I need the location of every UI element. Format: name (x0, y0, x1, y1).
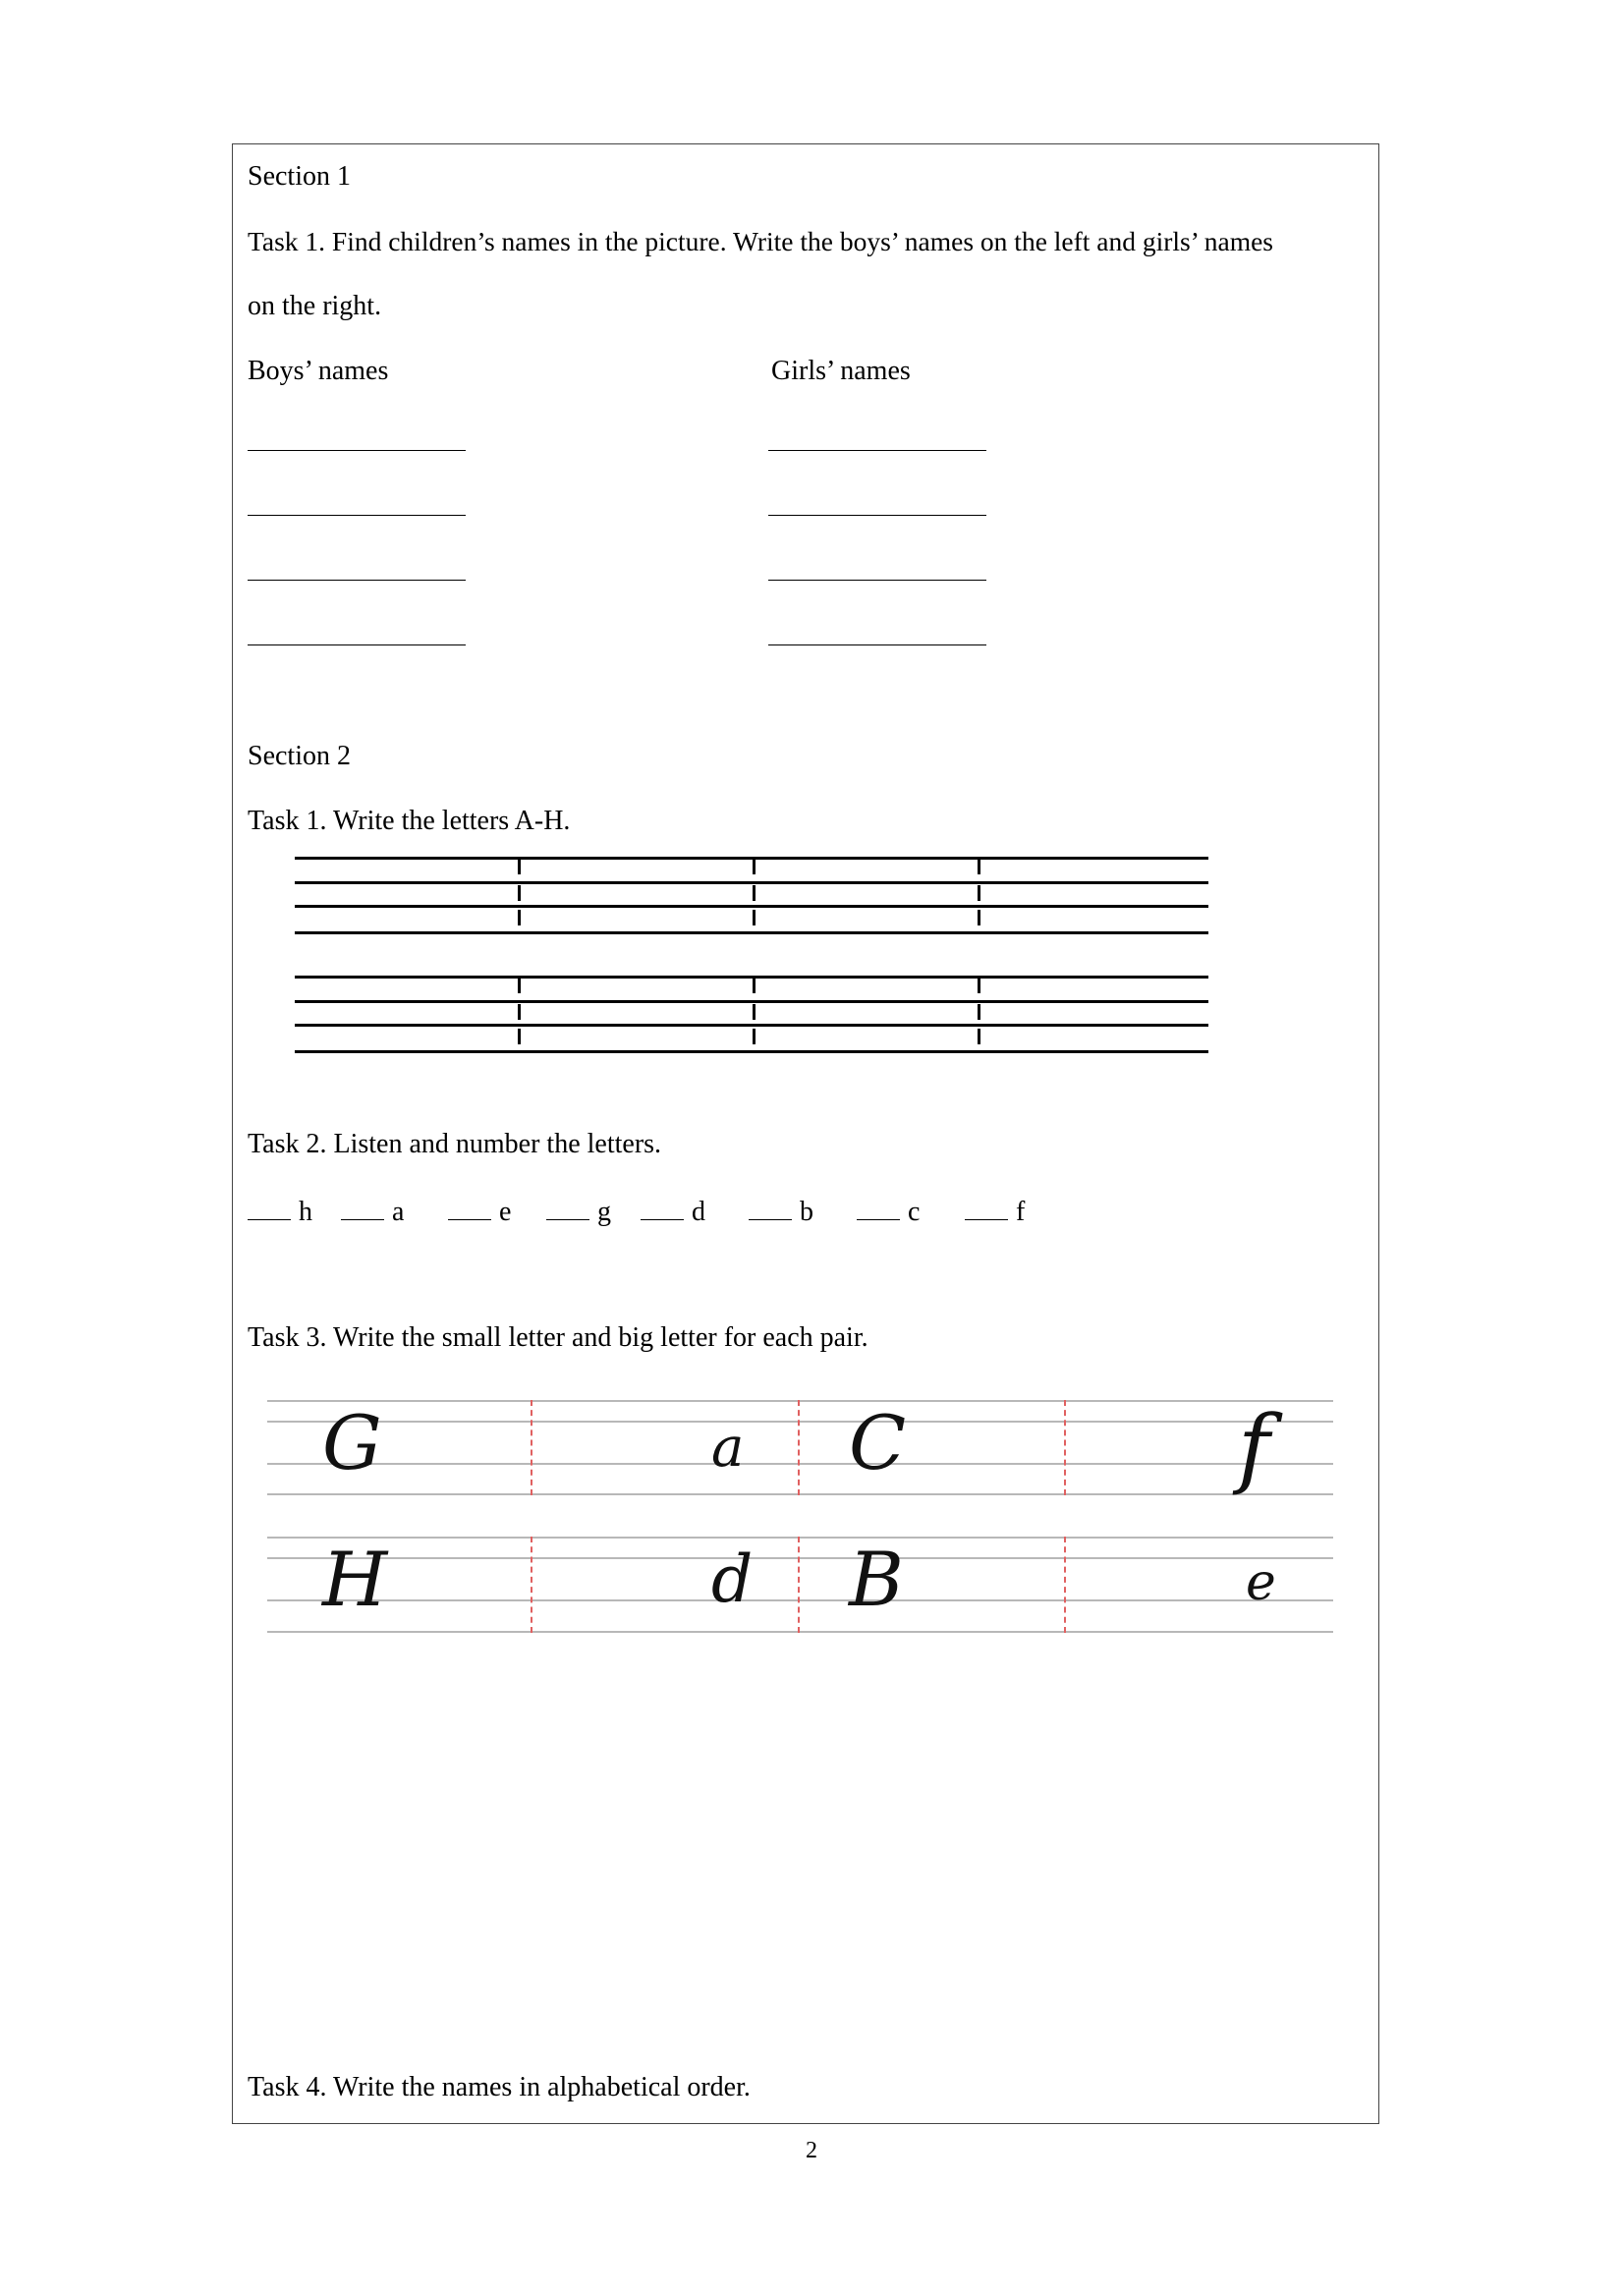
letter-item[interactable] (965, 1194, 1025, 1229)
number-blank[interactable] (965, 1194, 1008, 1220)
number-blank[interactable] (749, 1194, 792, 1220)
letter-writing-grid-1[interactable] (295, 857, 1208, 935)
girls-name-line-2[interactable] (768, 515, 986, 516)
boys-name-line-4[interactable] (248, 644, 466, 645)
boys-name-line-3[interactable] (248, 580, 466, 581)
handwriting-letter: f (1238, 1396, 1270, 1497)
letter-item[interactable] (641, 1194, 705, 1229)
number-blank[interactable] (641, 1194, 684, 1220)
girls-name-line-3[interactable] (768, 580, 986, 581)
letter-label: a (392, 1197, 405, 1227)
letter-item[interactable] (749, 1194, 813, 1229)
handwriting-letter: G (322, 1399, 382, 1486)
girls-name-line-4[interactable] (768, 644, 986, 645)
section2-task1-instruction: Task 1. Write the letters A-H. (248, 806, 571, 836)
section1-title: Section 1 (248, 161, 351, 192)
letter-item[interactable] (546, 1194, 611, 1229)
number-blank[interactable] (546, 1194, 589, 1220)
letter-item[interactable] (341, 1194, 404, 1229)
letter-label: g (597, 1197, 611, 1227)
number-blank[interactable] (248, 1194, 291, 1220)
letter-label: c (908, 1197, 921, 1227)
letter-item[interactable] (448, 1194, 511, 1229)
handwriting-letter: d (711, 1541, 754, 1617)
letter-writing-grid-2[interactable] (295, 976, 1208, 1054)
girls-names-header: Girls’ names (771, 356, 911, 386)
handwriting-letter: B (849, 1536, 904, 1623)
section2-task2-instruction: Task 2. Listen and number the letters. (248, 1129, 662, 1159)
letter-label: h (299, 1197, 312, 1227)
section2-task3-instruction: Task 3. Write the small letter and big letter for each pair. (248, 1322, 868, 1353)
letter-label: f (1016, 1197, 1026, 1227)
handwriting-letter: H (322, 1536, 388, 1623)
number-blank[interactable] (857, 1194, 900, 1220)
number-blank[interactable] (341, 1194, 384, 1220)
handwriting-grid[interactable] (267, 1396, 1333, 1636)
section1-task1-instruction-cont: on the right. (248, 291, 382, 321)
boys-names-header: Boys’ names (248, 356, 389, 386)
letter-label: d (692, 1197, 705, 1227)
page-number: 2 (806, 2138, 817, 2163)
boys-name-line-1[interactable] (248, 450, 466, 451)
section1-task1-instruction: Task 1. Find children’s names in the picture. Write the boys’ names on the left and girls’ names (248, 226, 1274, 256)
handwriting-letter: C (849, 1399, 907, 1486)
section2-task4-instruction: Task 4. Write the names in alphabetical order. (248, 2072, 751, 2102)
letter-label: e (499, 1197, 512, 1227)
letter-item[interactable] (248, 1194, 312, 1229)
handwriting-letter: e (1246, 1553, 1276, 1612)
number-blank[interactable] (448, 1194, 491, 1220)
girls-name-line-1[interactable] (768, 450, 986, 451)
letter-item[interactable] (857, 1194, 920, 1229)
boys-name-line-2[interactable] (248, 515, 466, 516)
handwriting-letter: a (711, 1416, 745, 1480)
section2-title: Section 2 (248, 741, 351, 771)
letter-label: b (800, 1197, 813, 1227)
